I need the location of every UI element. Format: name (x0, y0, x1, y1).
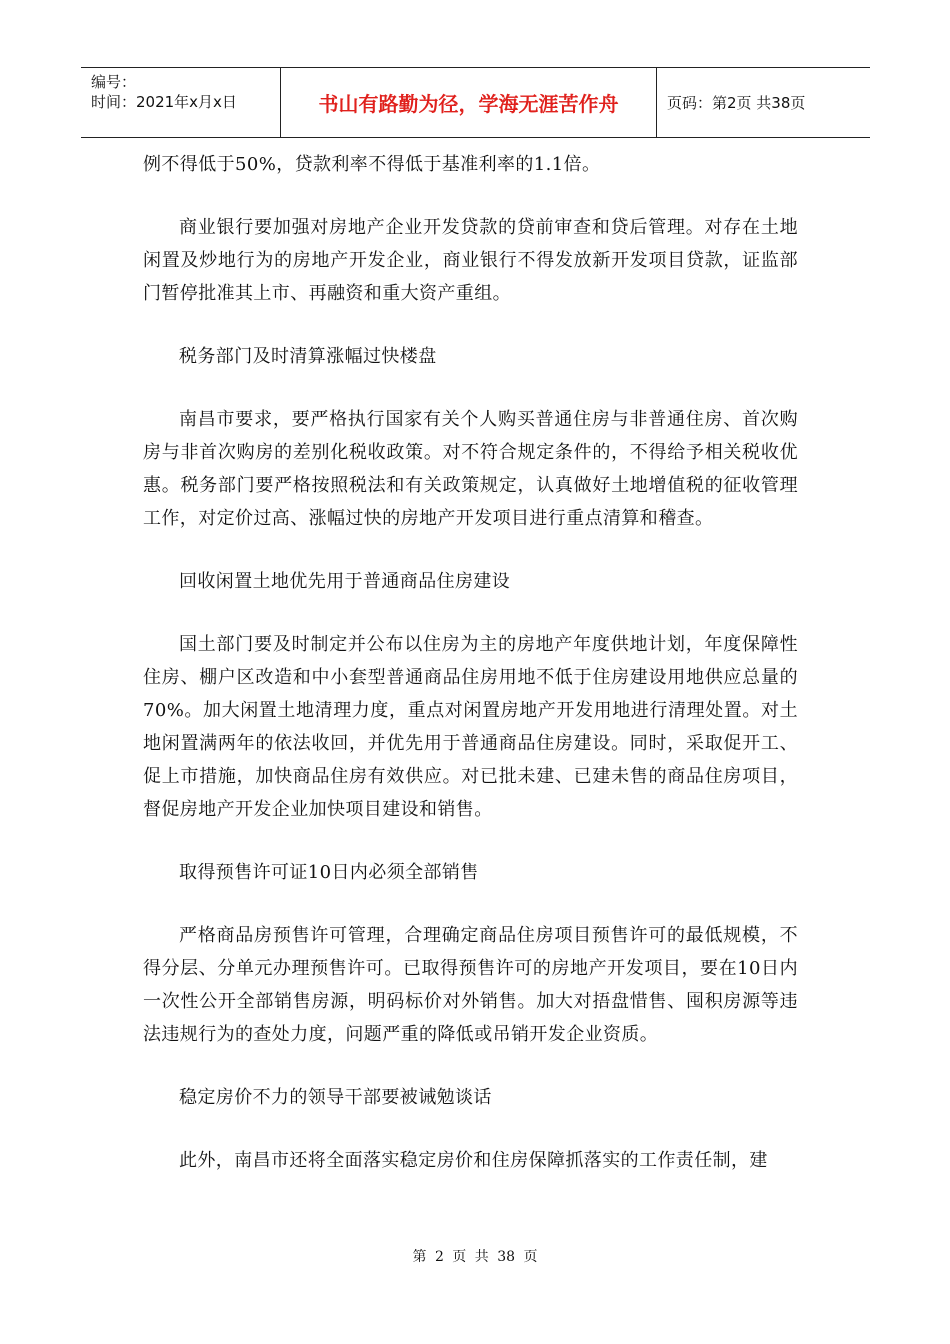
document-number: 编号： (91, 73, 137, 91)
paragraph: 例不得低于50%，贷款利率不得低于基准利率的1.1倍。 (143, 154, 601, 175)
paragraph: 商业银行要加强对房地产企业开发贷款的贷前审查和贷后管理。对存在土地闲置及炒地行为的房地产开发企业，商业银行不得发放新开发项目贷款，证监部门暂停批准其上市、再融资和重大资产重组。 (143, 217, 798, 304)
section-heading: 稳定房价不力的领导干部要被诫勉谈话 (179, 1087, 492, 1108)
section-heading: 回收闲置土地优先用于普通商品住房建设 (179, 571, 511, 592)
paragraph: 严格商品房预售许可管理，合理确定商品住房项目预售许可的最低规模，不得分层、分单元办理预售许可。已取得预售许可的房地产开发项目，要在10日内一次性公开全部销售房源，明码标价对外销售。加大对捂盘惜售、囤积房源等违法违规行为的查处力度，问题严重的降低或吊销开发企业资质。 (143, 925, 798, 1045)
header-meta (81, 68, 281, 137)
paragraph: 南昌市要求，要严格执行国家有关个人购买普通住房与非普通住房、首次购房与非首次购房的差别化税收政策。对不符合规定条件的，不得给予相关税收优惠。税务部门要严格按照税法和有关政策规定，认真做好土地增值税的征收管理工作，对定价过高、涨幅过快的房地产开发项目进行重点清算和稽查。 (143, 409, 798, 529)
page-header (81, 67, 870, 138)
page-footer: 第 2 页 共 38 页 (412, 1249, 538, 1265)
section-heading: 税务部门及时清算涨幅过快楼盘 (179, 346, 437, 367)
document-body (143, 148, 798, 1207)
header-page-info: 页码：第2页 共38页 (667, 94, 806, 112)
section-heading: 取得预售许可证10日内必须全部销售 (179, 862, 479, 883)
paragraph: 此外，南昌市还将全面落实稳定房价和住房保障抓落实的工作责任制，建 (179, 1150, 768, 1171)
header-motto: 书山有路勤为径，学海无涯苦作舟 (281, 68, 657, 137)
paragraph: 国土部门要及时制定并公布以住房为主的房地产年度供地计划，年度保障性住房、棚户区改造和中小套型普通商品住房用地不低于住房建设用地供应总量的70%。加大闲置土地清理力度，重点对闲置房地产开发用地进行清理处置。对土地闲置满两年的依法收回，并优先用于普通商品住房建设。同时，采取促开工、促上市措施，加快商品住房有效供应。对已批未建、已建未售的商品住房项目，督促房地产开发企业加快项目建设和销售。 (143, 634, 798, 820)
document-time: 时间：2021年x月x日 (91, 93, 237, 111)
